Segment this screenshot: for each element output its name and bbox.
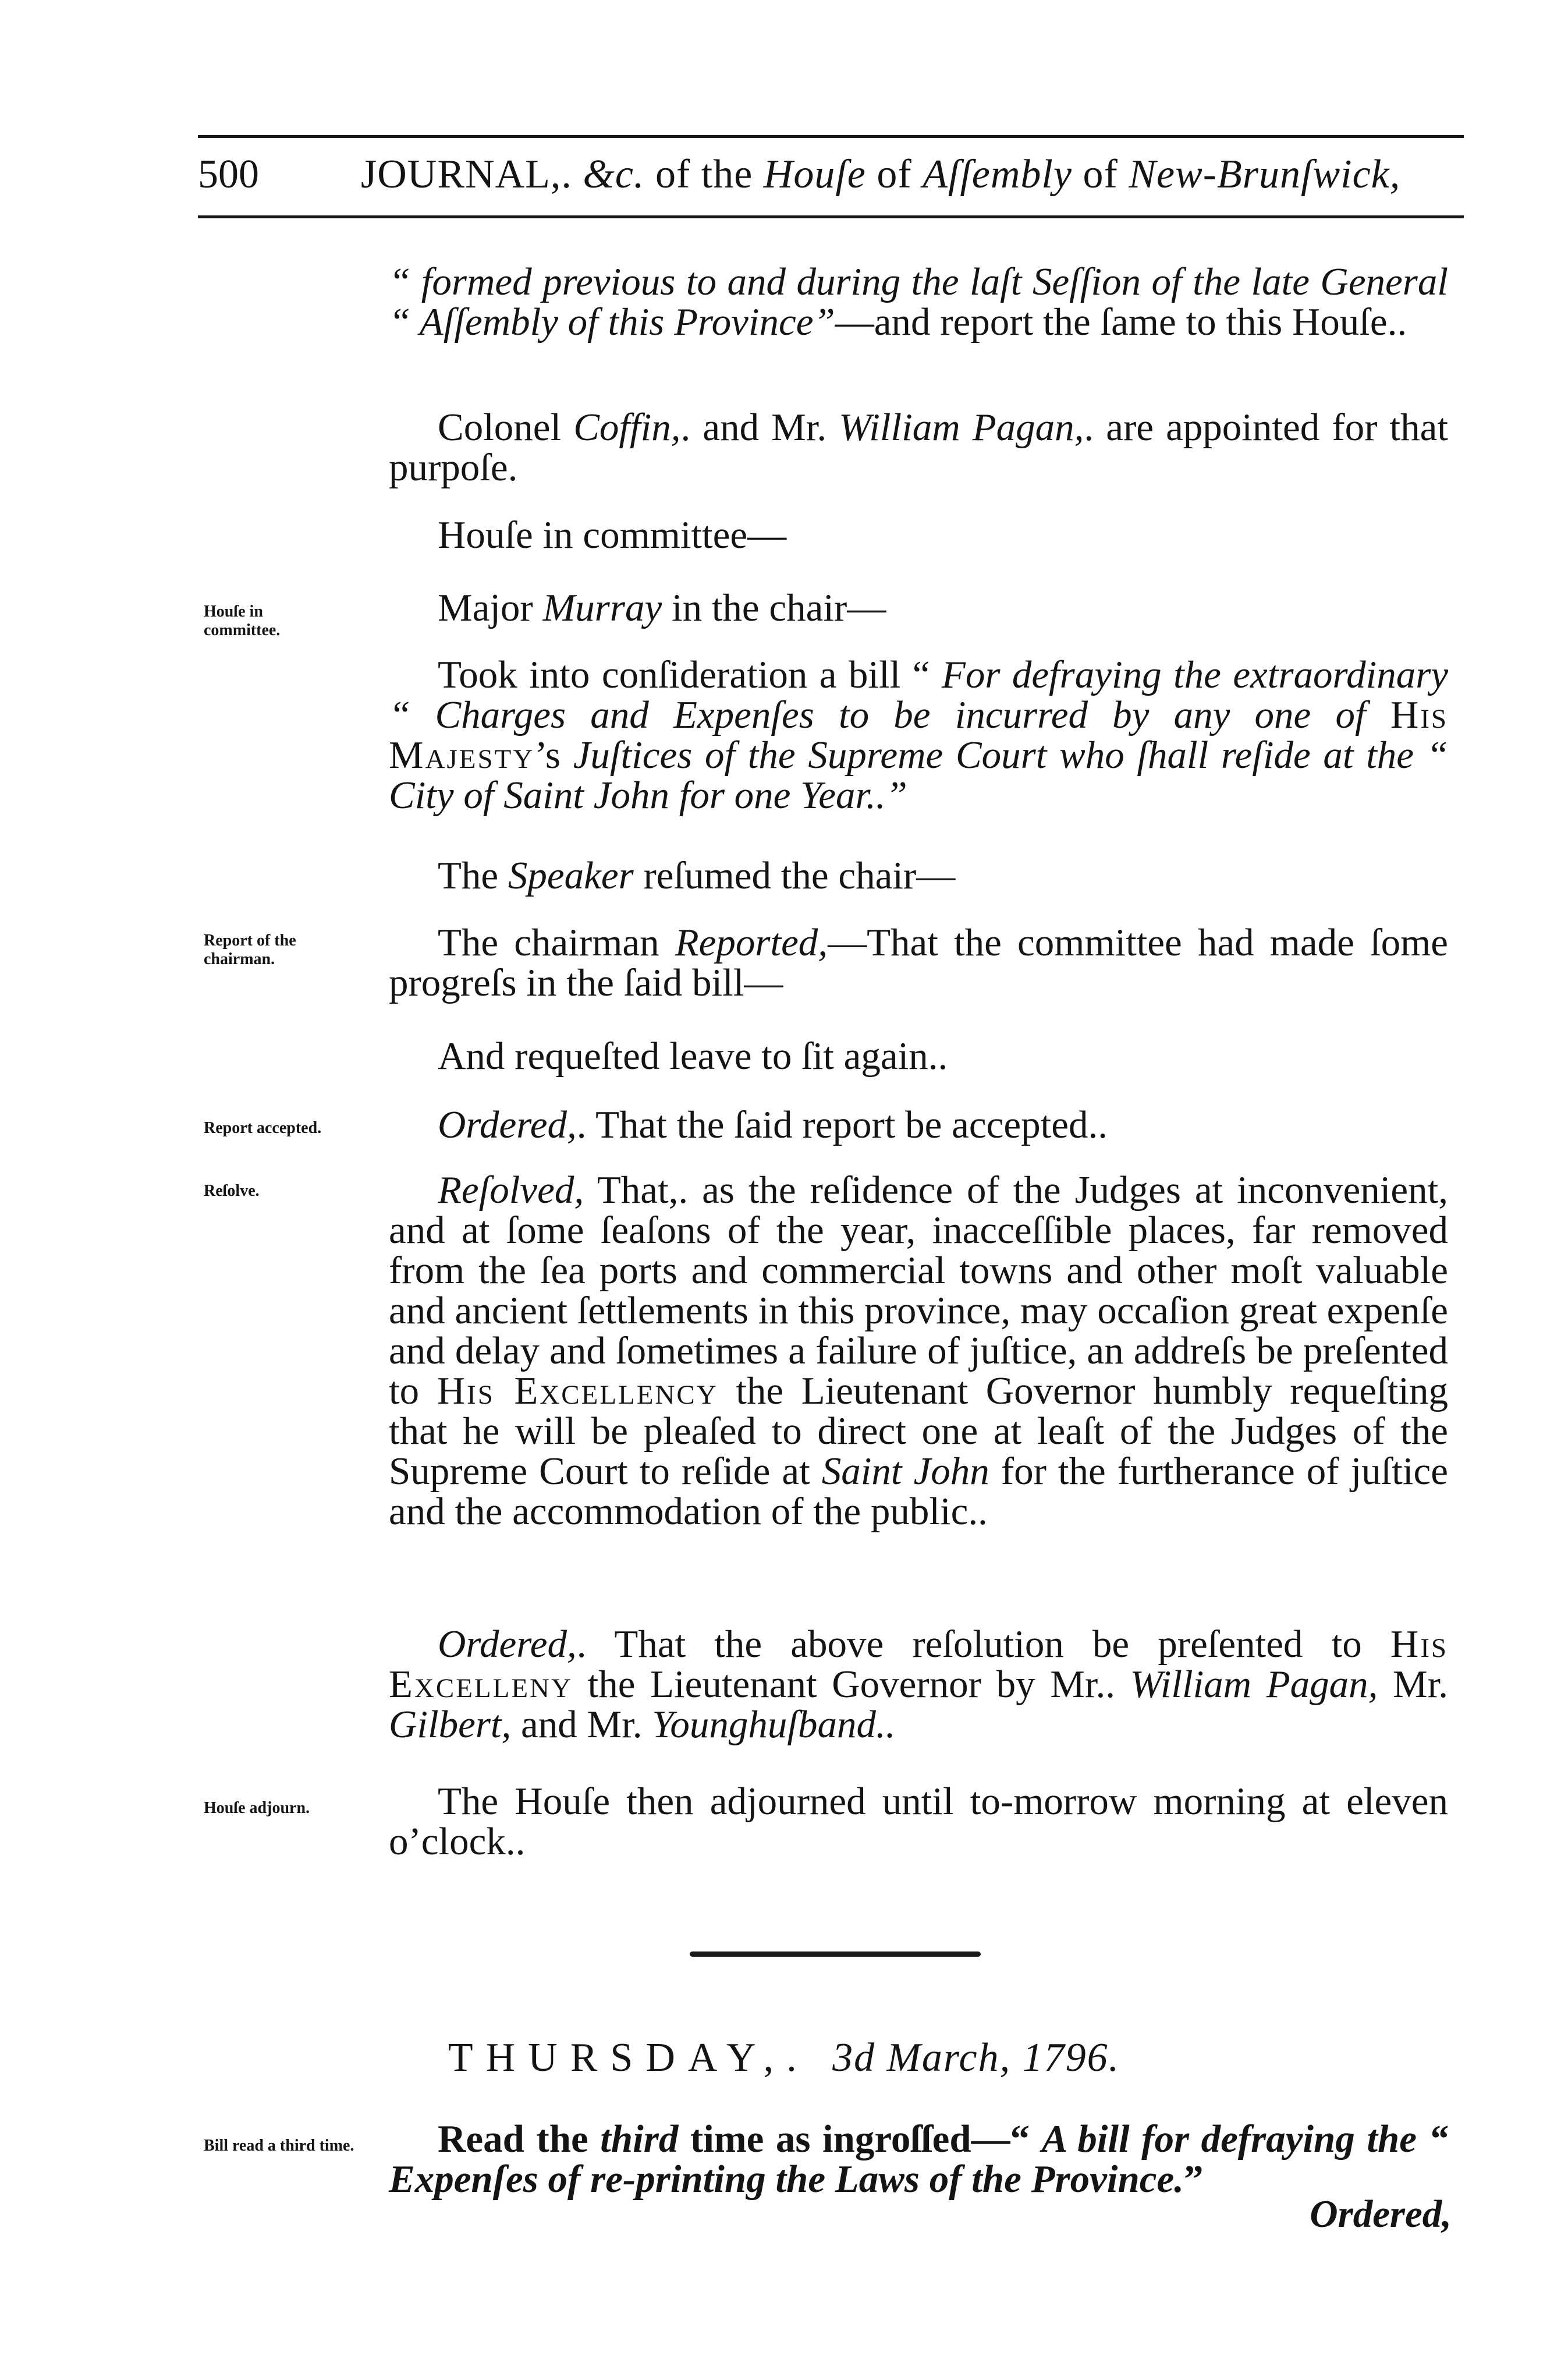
paragraph-formed-previous: “ formed previous to and during the laſt Seſſion of the late General “ Aſſembly of this Province”—and report the ſame to this Houſe.. [389,260,1448,343]
header-title: JOURNAL,. &c. of the Houſe of Aſſembly of New-Brunſwick, [361,152,1401,197]
margin-note-report-chairman: Report of the chairman. [204,932,296,968]
margin-note-report-accepted: Report accepted. [204,1119,322,1137]
paragraph-house-adjourned: The Houſe then adjourned until to-morrow morning at eleven o’clock.. [389,1780,1448,1863]
margin-note-house-adjourn: Houſe adjourn. [204,1799,310,1817]
section-separator-rule [690,1951,981,1957]
header-bottom-rule [198,215,1464,218]
paragraph-appointed: Colonel Coffin,. and Mr. William Pagan,. are appointed for that purpoſe. [389,406,1449,489]
running-header [198,146,1467,204]
paragraph-house-committee: Houſe in committee— [438,513,787,557]
paragraph-leave-sit-again: And requeſted leave to ſit again.. [438,1035,948,1078]
paragraph-ordered-presented: Ordered,. That the above reſolution be preſented to His Excelleny the Lieutenant Governor by Mr.. William Pagan, Mr. Gilbert, and Mr. Younghuſband.. [389,1623,1448,1746]
paragraph-speaker-resumed: The Speaker reſumed the chair— [438,854,956,897]
paragraph-resolved: Reſolved, That,. as the reſidence of the Judges at inconvenient, and at ſome ſeaſons of the year, inacceſſible places, far removed from the ſea ports and commercial towns and other moſt valuable and ancient ſettlements in this province, may occaſion great expenſe and delay and ſometimes a failure of juſtice, an addreſs be preſented to His Excellency the Lieutenant Governor humbly requeſting that he will be pleaſed to direct one at leaſt of the Judges of the Supreme Court to reſide at Saint John for the furtherance of juſtice and the accommodation of the public.. [389,1168,1449,1533]
paragraph-major-murray: Major Murray in the chair— [438,586,886,629]
paragraph-read-third-time: Read the third time as ingroſſed—“ A bill for defraying the “ Expenſes of re-printing the Laws of the Province.” [389,2117,1448,2201]
date-heading: THURSDAY,. 3d March, 1796. [448,2035,1120,2080]
paragraph-took-consideration: Took into conſideration a bill “ For defraying the extraordinary “ Charges and Expenſes to be incurred by any one of His Majesty’s Juſtices of the Supreme Court who ſhall reſide at the “ City of Saint John for one Year..” [389,653,1449,817]
page-number: 500 [198,152,259,197]
paragraph-chairman-reported: The chairman Reported,—That the committee had made ſome progreſs in the ſaid bill— [389,921,1449,1004]
header-top-rule [198,135,1464,138]
margin-note-resolve: Reſolve. [204,1182,260,1200]
catchword: Ordered, [1310,2193,1452,2236]
paragraph-ordered-accepted: Ordered,. That the ſaid report be accepted.. [438,1103,1108,1146]
margin-note-house-committee: Houſe in committee. [204,603,281,639]
margin-note-bill-read: Bill read a third time. [204,2137,354,2155]
